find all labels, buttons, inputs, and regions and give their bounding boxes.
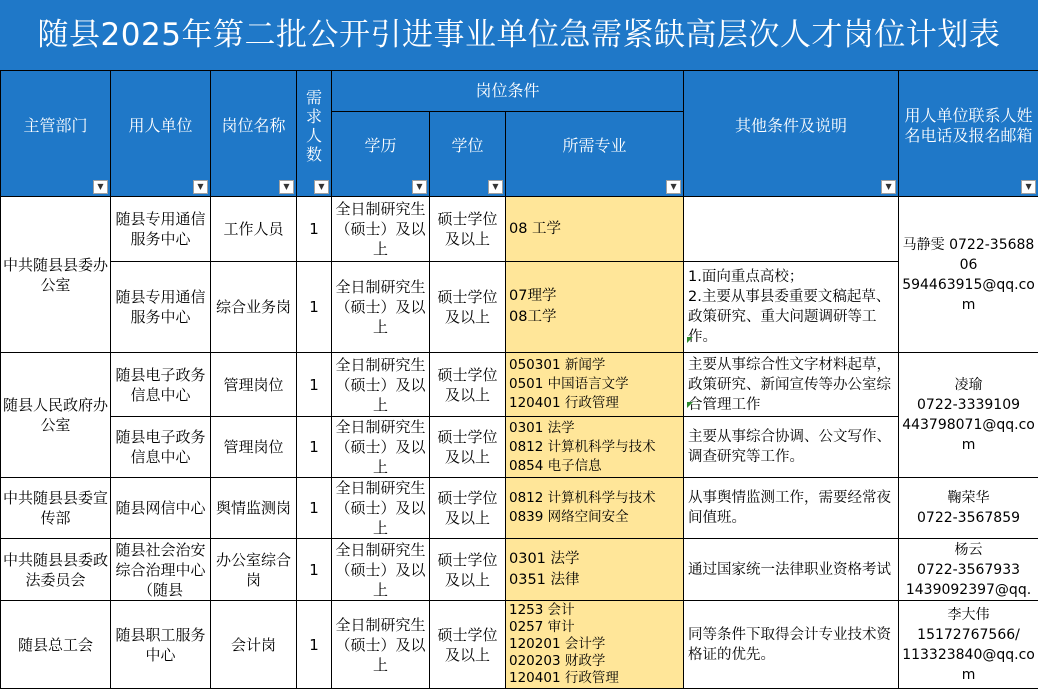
- dept-cell[interactable]: 中共随县县委政法委员会: [1, 539, 111, 601]
- filter-dropdown-icon[interactable]: ▼: [1021, 180, 1036, 194]
- header-major: 所需专业 ▼: [506, 112, 684, 197]
- major-cell[interactable]: 050301 新闻学 0501 中国语言文学 120401 行政管理: [506, 353, 684, 417]
- header-edu: 学历 ▼: [332, 112, 430, 197]
- edu-cell[interactable]: 全日制研究生（硕士）及以上: [332, 539, 430, 601]
- unit-cell[interactable]: 随县电子政务信息中心: [111, 417, 211, 478]
- dept-cell[interactable]: 随县总工会: [1, 601, 111, 689]
- other-cell[interactable]: 同等条件下取得会计专业技术资格证的优先。: [684, 601, 899, 689]
- edu-cell[interactable]: 全日制研究生（硕士）及以上: [332, 478, 430, 539]
- num-cell[interactable]: 1: [297, 262, 332, 353]
- unit-cell[interactable]: 随县职工服务中心: [111, 601, 211, 689]
- degree-cell[interactable]: 硕士学位及以上: [430, 417, 506, 478]
- degree-cell[interactable]: 硕士学位及以上: [430, 262, 506, 353]
- other-cell[interactable]: 主要从事综合协调、公文写作、调查研究等工作。: [684, 417, 899, 478]
- table-row: [1, 197, 1038, 262]
- table-row: [1, 539, 1038, 601]
- contact-cell[interactable]: 马静雯 0722-3568806 594463915@qq.com: [899, 197, 1038, 353]
- table-row: [1, 417, 1038, 478]
- degree-cell[interactable]: 硕士学位及以上: [430, 353, 506, 417]
- position-plan-table: [0, 70, 1038, 689]
- cell-marker-icon: [687, 402, 693, 408]
- edu-cell[interactable]: 全日制研究生（硕士）及以上: [332, 417, 430, 478]
- other-cell[interactable]: 主要从事综合性文字材料起草，政策研究、新闻宣传等办公室综合管理工作: [684, 353, 899, 417]
- header-post: 岗位名称 ▼: [211, 71, 297, 197]
- table-row: [1, 262, 1038, 353]
- header-conditions: 岗位条件: [332, 71, 684, 112]
- major-cell[interactable]: 08 工学: [506, 197, 684, 262]
- edu-cell[interactable]: 全日制研究生（硕士）及以上: [332, 262, 430, 353]
- contact-cell[interactable]: 杨云 0722-3567933 1439092397@qq.: [899, 539, 1038, 601]
- dept-cell[interactable]: 随县人民政府办公室: [1, 353, 111, 478]
- cell-marker-icon: [687, 337, 693, 343]
- degree-cell[interactable]: 硕士学位及以上: [430, 539, 506, 601]
- degree-cell[interactable]: 硕士学位及以上: [430, 601, 506, 689]
- header-num: 需求人数 ▼: [297, 71, 332, 197]
- filter-dropdown-icon[interactable]: ▼: [666, 180, 681, 194]
- filter-dropdown-icon[interactable]: ▼: [279, 180, 294, 194]
- contact-cell[interactable]: 李大伟 15172767566/ 113323840@qq.com: [899, 601, 1038, 689]
- edu-cell[interactable]: 全日制研究生（硕士）及以上: [332, 601, 430, 689]
- num-cell[interactable]: 1: [297, 478, 332, 539]
- unit-cell[interactable]: 随县专用通信服务中心: [111, 262, 211, 353]
- degree-cell[interactable]: 硕士学位及以上: [430, 197, 506, 262]
- dept-cell[interactable]: 中共随县县委办公室: [1, 197, 111, 353]
- post-cell[interactable]: 工作人员: [211, 197, 297, 262]
- header-degree: 学位 ▼: [430, 112, 506, 197]
- num-cell[interactable]: 1: [297, 353, 332, 417]
- header-dept: 主管部门 ▼: [1, 71, 111, 197]
- filter-dropdown-icon[interactable]: ▼: [881, 180, 896, 194]
- unit-cell[interactable]: 随县电子政务信息中心: [111, 353, 211, 417]
- num-cell[interactable]: 1: [297, 197, 332, 262]
- page-title: 随县2025年第二批公开引进事业单位急需紧缺高层次人才岗位计划表: [0, 0, 1038, 70]
- table-row: [1, 601, 1038, 689]
- other-cell[interactable]: 从事舆情监测工作，需要经常夜间值班。: [684, 478, 899, 539]
- filter-dropdown-icon[interactable]: ▼: [193, 180, 208, 194]
- major-cell[interactable]: 1253 会计 0257 审计 120201 会计学 020203 财政学 120401 行政管理: [506, 601, 684, 689]
- unit-cell[interactable]: 随县社会治安综合治理中心（随县: [111, 539, 211, 601]
- contact-cell[interactable]: 鞠荣华 0722-3567859: [899, 478, 1038, 539]
- contact-cell[interactable]: 凌瑜 0722-3339109 443798071@qq.com: [899, 353, 1038, 478]
- post-cell[interactable]: 会计岗: [211, 601, 297, 689]
- num-cell[interactable]: 1: [297, 601, 332, 689]
- unit-cell[interactable]: 随县专用通信服务中心: [111, 197, 211, 262]
- dept-cell[interactable]: 中共随县县委宣传部: [1, 478, 111, 539]
- num-cell[interactable]: 1: [297, 417, 332, 478]
- num-cell[interactable]: 1: [297, 539, 332, 601]
- degree-cell[interactable]: 硕士学位及以上: [430, 478, 506, 539]
- table-row: [1, 478, 1038, 539]
- filter-dropdown-icon[interactable]: ▼: [93, 180, 108, 194]
- filter-dropdown-icon[interactable]: ▼: [314, 180, 329, 194]
- post-cell[interactable]: 舆情监测岗: [211, 478, 297, 539]
- post-cell[interactable]: 管理岗位: [211, 417, 297, 478]
- table-row: [1, 353, 1038, 417]
- post-cell[interactable]: 综合业务岗: [211, 262, 297, 353]
- major-cell[interactable]: 0301 法学 0351 法律: [506, 539, 684, 601]
- header-contact: 用人单位联系人姓名电话及报名邮箱 ▼: [899, 71, 1038, 197]
- post-cell[interactable]: 办公室综合岗: [211, 539, 297, 601]
- header-other: 其他条件及说明 ▼: [684, 71, 899, 197]
- other-cell[interactable]: 通过国家统一法律职业资格考试: [684, 539, 899, 601]
- header-unit: 用人单位 ▼: [111, 71, 211, 197]
- other-cell[interactable]: [684, 197, 899, 262]
- unit-cell[interactable]: 随县网信中心: [111, 478, 211, 539]
- other-cell[interactable]: 1.面向重点高校； 2.主要从事县委重要文稿起草、政策研究、重大问题调研等工作。: [684, 262, 899, 353]
- edu-cell[interactable]: 全日制研究生（硕士）及以上: [332, 197, 430, 262]
- post-cell[interactable]: 管理岗位: [211, 353, 297, 417]
- filter-dropdown-icon[interactable]: ▼: [412, 180, 427, 194]
- major-cell[interactable]: 07理学 08工学: [506, 262, 684, 353]
- filter-dropdown-icon[interactable]: ▼: [488, 180, 503, 194]
- major-cell[interactable]: 0301 法学 0812 计算机科学与技术 0854 电子信息: [506, 417, 684, 478]
- edu-cell[interactable]: 全日制研究生（硕士）及以上: [332, 353, 430, 417]
- major-cell[interactable]: 0812 计算机科学与技术 0839 网络空间安全: [506, 478, 684, 539]
